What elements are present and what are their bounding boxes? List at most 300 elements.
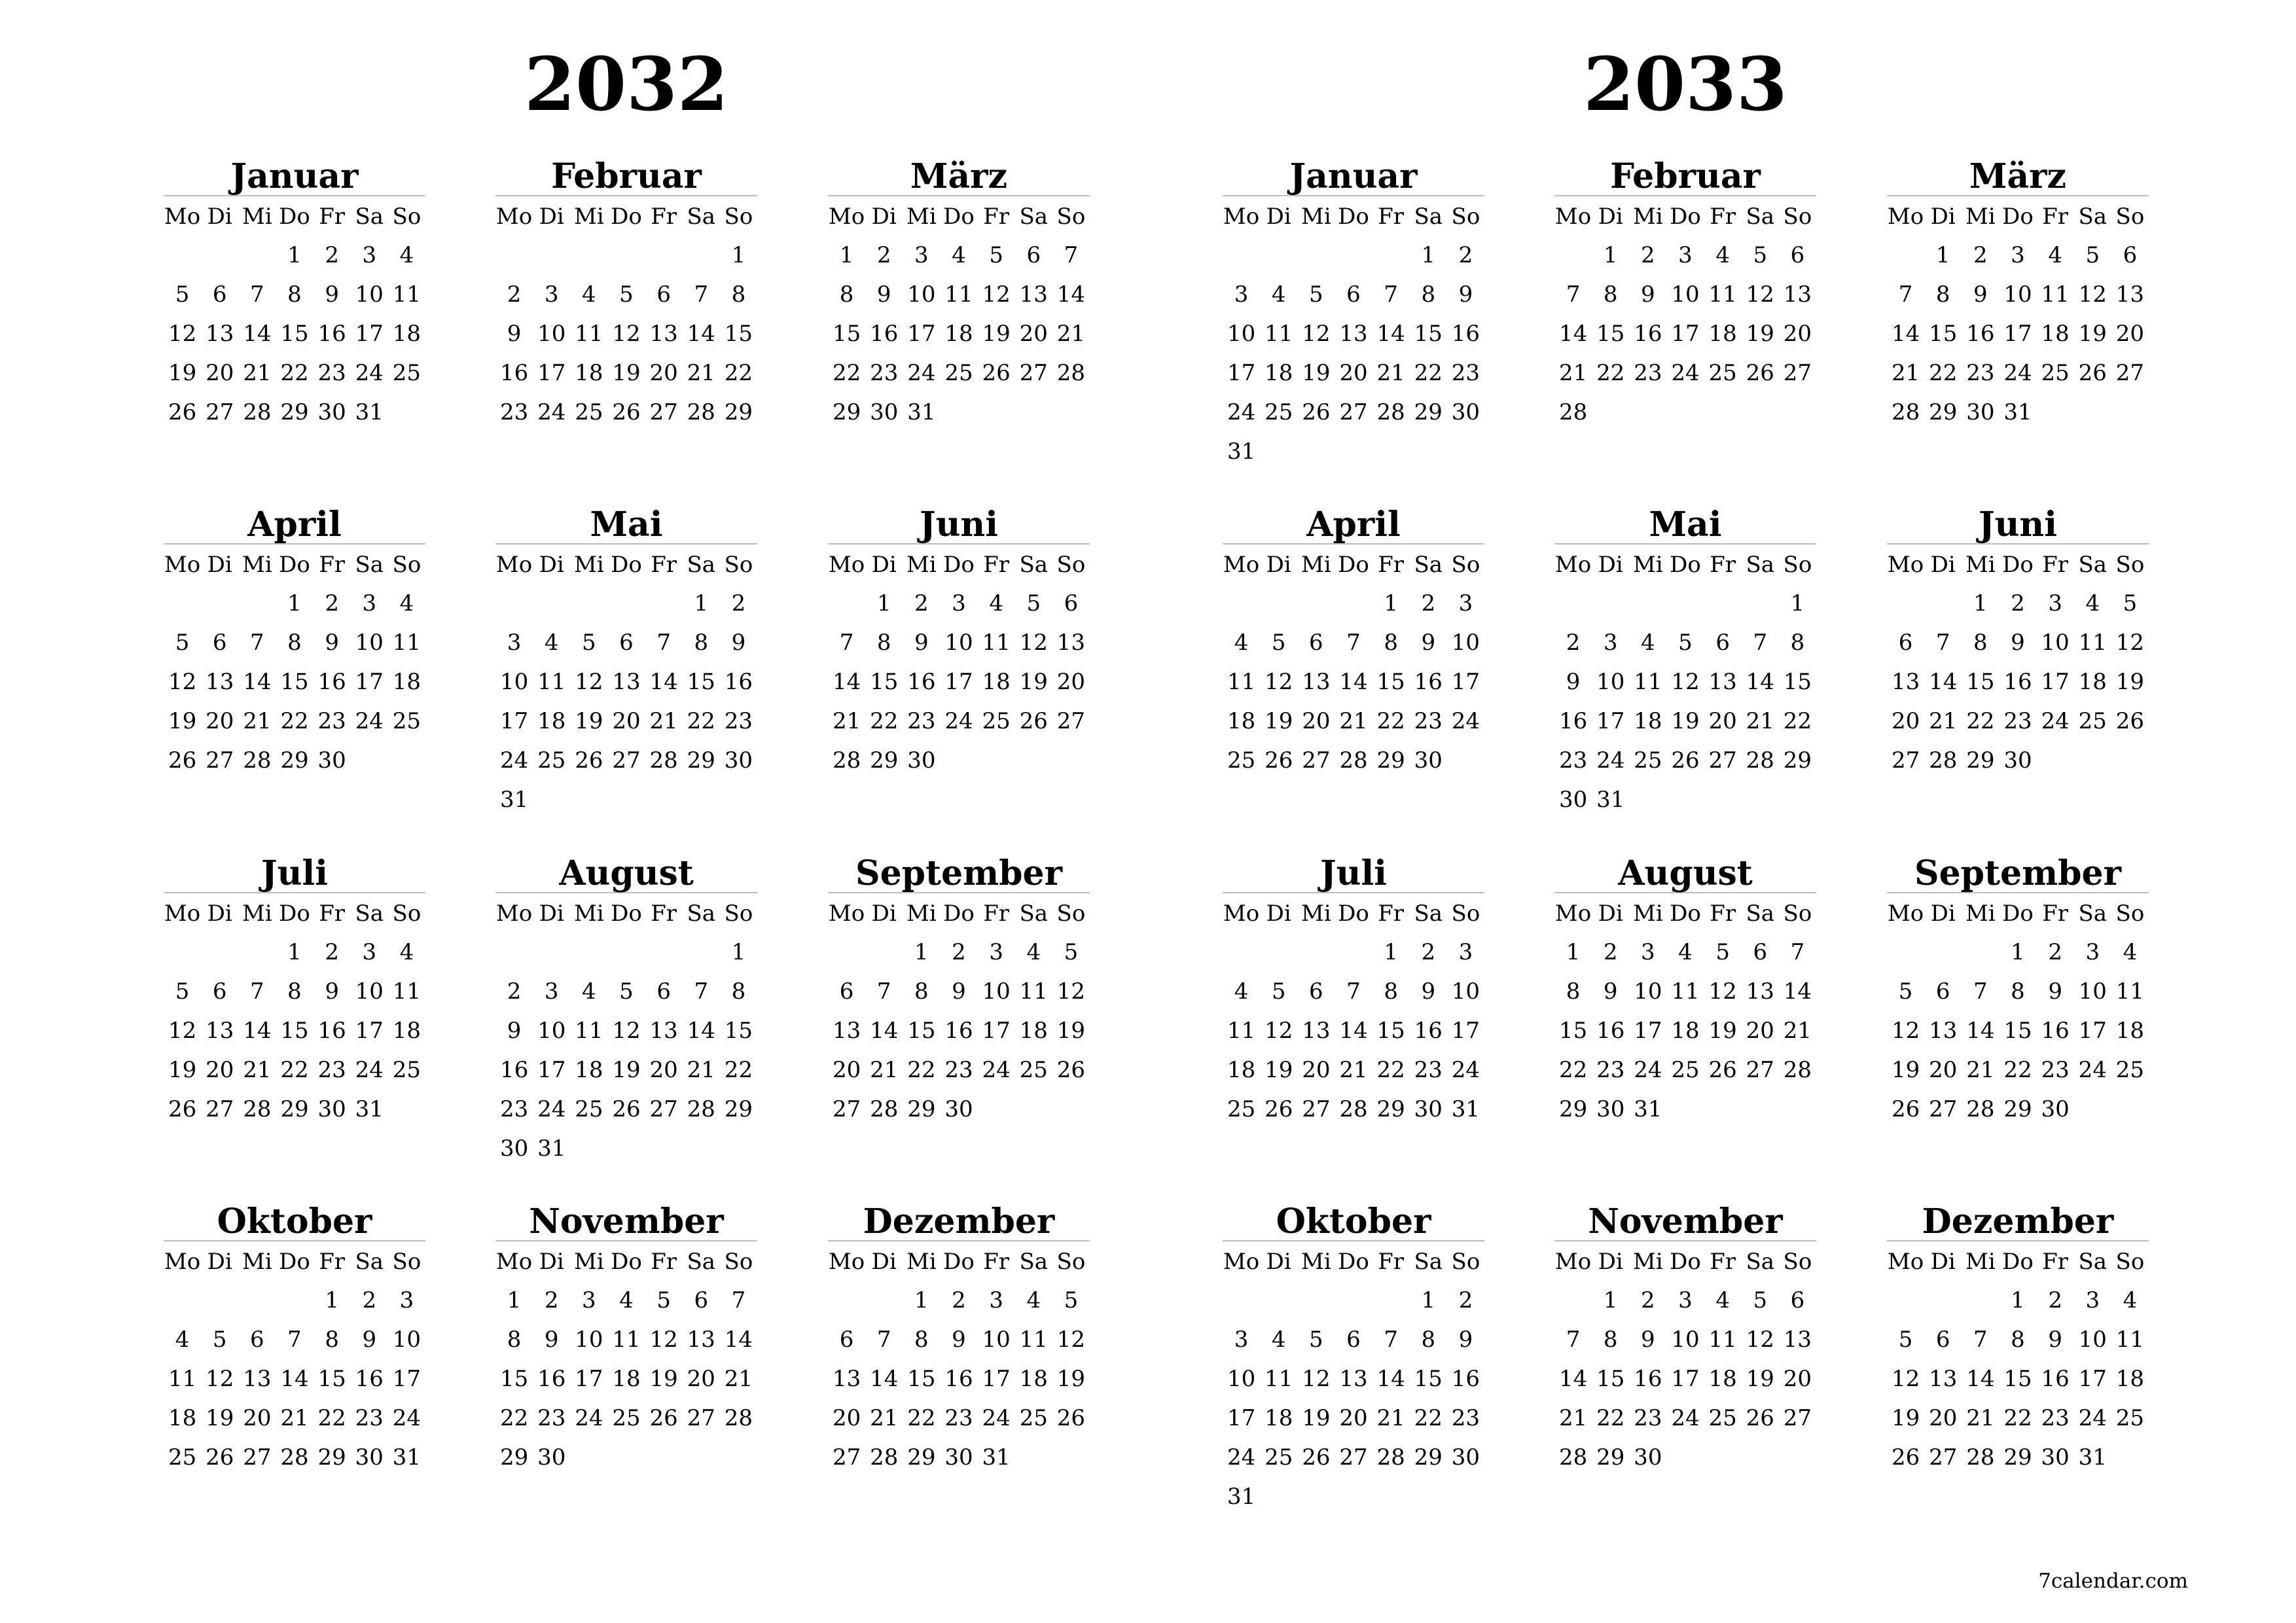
day-cell: 9: [2048, 1327, 2062, 1353]
day-cell: 31: [1227, 1484, 1256, 1510]
day-cell: 6: [1898, 630, 1913, 656]
day-cell: 23: [317, 1057, 346, 1083]
day-cell: 1: [287, 939, 302, 965]
day-cell: 1: [325, 1287, 339, 1313]
day-cell: 28: [1966, 1096, 1995, 1122]
day-cell: 21: [243, 708, 272, 734]
day-cell: 29: [1414, 1444, 1443, 1471]
day-cell: 25: [168, 1444, 197, 1471]
day-cell: 5: [582, 630, 596, 656]
day-cell: 4: [1234, 978, 1249, 1005]
weekday-label: Mi: [906, 552, 937, 578]
month-april: [164, 507, 425, 780]
day-cell: 20: [612, 708, 641, 734]
day-cell: 29: [280, 1096, 309, 1122]
day-cell: 28: [687, 1096, 715, 1122]
day-cell: 6: [656, 978, 671, 1005]
day-cell: 21: [1966, 1405, 1995, 1431]
day-cell: 12: [649, 1327, 678, 1353]
day-cell: 13: [832, 1018, 861, 1044]
day-cell: 6: [1309, 630, 1323, 656]
day-cell: 26: [168, 747, 197, 774]
day-cell: 27: [1929, 1096, 1958, 1122]
day-cell: 23: [499, 399, 529, 425]
day-cell: 27: [832, 1444, 861, 1471]
day-cell: 20: [1056, 669, 1086, 695]
day-cell: 3: [1678, 1287, 1693, 1313]
day-cell: 26: [649, 1405, 678, 1431]
day-grid: [164, 1281, 425, 1477]
day-cell: 16: [499, 360, 529, 386]
day-cell: 5: [1064, 939, 1079, 965]
day-cell: 25: [2115, 1405, 2145, 1431]
day-cell: 15: [1596, 1366, 1625, 1392]
day-cell: 28: [1929, 747, 1958, 774]
day-cell: 2: [507, 978, 522, 1005]
day-cell: 8: [2011, 978, 2025, 1005]
day-cell: 10: [1671, 281, 1700, 308]
day-cell: 13: [1339, 321, 1368, 347]
day-cell: 27: [2115, 360, 2145, 386]
day-cell: 18: [575, 360, 603, 386]
day-cell: 28: [1783, 1057, 1812, 1083]
day-cell: 15: [1596, 321, 1625, 347]
day-cell: 3: [1603, 630, 1618, 656]
weekday-label: So: [1451, 552, 1480, 578]
day-cell: 9: [1421, 978, 1436, 1005]
day-cell: 30: [537, 1444, 566, 1471]
day-cell: 18: [168, 1405, 197, 1431]
day-cell: 21: [687, 1057, 715, 1083]
day-cell: 17: [392, 1366, 422, 1392]
weekday-label: Mo: [1223, 1249, 1260, 1275]
day-cell: 15: [1783, 669, 1812, 695]
day-cell: 20: [1783, 1366, 1812, 1392]
day-cell: 10: [2003, 281, 2032, 308]
weekday-label: Mi: [1965, 1249, 1996, 1275]
day-cell: 6: [1715, 630, 1730, 656]
weekday-label: So: [1056, 552, 1086, 578]
day-cell: 27: [1891, 747, 1920, 774]
day-cell: 1: [876, 590, 891, 616]
day-cell: 24: [2078, 1057, 2107, 1083]
day-grid: [495, 584, 757, 819]
day-cell: 3: [989, 939, 1003, 965]
day-cell: 30: [2041, 1444, 2070, 1471]
day-cell: 16: [317, 669, 346, 695]
day-cell: 13: [649, 1018, 678, 1044]
day-cell: 4: [1715, 242, 1730, 268]
weekday-label: Sa: [687, 901, 716, 927]
day-cell: 24: [355, 1057, 384, 1083]
weekday-header: [1223, 546, 1484, 584]
day-cell: 26: [1265, 1096, 1293, 1122]
weekday-label: Mi: [574, 204, 604, 230]
month-juli: [164, 855, 425, 1129]
day-cell: 14: [687, 321, 715, 347]
day-cell: 27: [1339, 399, 1368, 425]
weekday-label: Mo: [828, 204, 865, 230]
weekday-label: Mo: [1887, 1249, 1924, 1275]
weekday-header: [828, 895, 1090, 933]
day-cell: 7: [731, 1287, 746, 1313]
weekday-label: So: [1451, 204, 1480, 230]
day-cell: 23: [944, 1405, 973, 1431]
day-cell: 4: [1678, 939, 1693, 965]
weekday-label: Do: [611, 552, 642, 578]
day-cell: 12: [575, 669, 603, 695]
weekday-label: Mo: [1223, 901, 1260, 927]
day-cell: 10: [2078, 978, 2107, 1005]
day-cell: 11: [2115, 978, 2145, 1005]
weekday-label: Mi: [906, 1249, 937, 1275]
day-cell: 30: [1966, 399, 1995, 425]
day-cell: 22: [499, 1405, 529, 1431]
weekday-label: Fr: [1710, 901, 1736, 927]
weekday-label: Sa: [2078, 204, 2108, 230]
day-cell: 22: [280, 360, 309, 386]
day-cell: 8: [1973, 630, 1988, 656]
weekday-label: Sa: [1746, 552, 1775, 578]
weekday-label: Mo: [1223, 552, 1260, 578]
day-cell: 3: [2011, 242, 2025, 268]
day-cell: 29: [870, 747, 899, 774]
day-cell: 26: [206, 1444, 234, 1471]
day-cell: 1: [1421, 1287, 1436, 1313]
day-cell: 18: [1708, 321, 1737, 347]
day-cell: 30: [1634, 1444, 1662, 1471]
day-cell: 4: [1234, 630, 1249, 656]
day-cell: 1: [1421, 242, 1436, 268]
day-cell: 14: [243, 321, 272, 347]
day-cell: 11: [168, 1366, 197, 1392]
day-cell: 4: [2123, 939, 2138, 965]
weekday-label: Mo: [828, 552, 865, 578]
weekday-label: Do: [279, 1249, 310, 1275]
day-cell: 17: [355, 1018, 384, 1044]
weekday-header: [1554, 546, 1816, 584]
day-cell: 26: [168, 399, 197, 425]
day-cell: 16: [1634, 1366, 1662, 1392]
day-cell: 6: [656, 281, 671, 308]
day-cell: 16: [317, 1018, 346, 1044]
day-cell: 6: [1346, 281, 1361, 308]
day-cell: 7: [1935, 630, 1950, 656]
day-cell: 17: [982, 1018, 1011, 1044]
day-cell: 10: [2078, 1327, 2107, 1353]
day-cell: 29: [1558, 1096, 1588, 1122]
day-cell: 7: [287, 1327, 302, 1353]
day-grid: [1223, 1281, 1484, 1516]
day-cell: 12: [612, 1018, 641, 1044]
weekday-label: Sa: [355, 552, 384, 578]
day-cell: 8: [1421, 281, 1436, 308]
day-cell: 6: [1935, 1327, 1950, 1353]
weekday-label: Di: [1598, 204, 1623, 230]
day-cell: 9: [2011, 630, 2025, 656]
weekday-label: Mi: [1301, 1249, 1331, 1275]
day-cell: 22: [1376, 708, 1405, 734]
day-cell: 16: [2041, 1018, 2070, 1044]
day-cell: 2: [1421, 590, 1436, 616]
weekday-label: So: [392, 204, 422, 230]
weekday-label: Di: [1930, 204, 1956, 230]
day-cell: 13: [1056, 630, 1086, 656]
weekday-label: Fr: [1710, 552, 1736, 578]
day-cell: 24: [2003, 360, 2032, 386]
weekday-label: Mo: [1554, 552, 1592, 578]
weekday-label: So: [392, 552, 422, 578]
weekday-label: Di: [1598, 552, 1623, 578]
day-cell: 15: [1376, 669, 1405, 695]
day-cell: 19: [1056, 1018, 1086, 1044]
day-cell: 8: [287, 630, 302, 656]
weekday-label: Do: [611, 1249, 642, 1275]
weekday-label: Fr: [2042, 552, 2069, 578]
day-cell: 7: [839, 630, 854, 656]
day-cell: 28: [1891, 399, 1920, 425]
day-cell: 25: [612, 1405, 641, 1431]
day-cell: 5: [1898, 978, 1913, 1005]
weekday-label: Di: [871, 1249, 897, 1275]
day-cell: 23: [870, 360, 899, 386]
day-cell: 28: [870, 1444, 899, 1471]
day-cell: 5: [1026, 590, 1041, 616]
day-cell: 1: [839, 242, 854, 268]
day-cell: 23: [317, 360, 346, 386]
day-cell: 20: [206, 1057, 234, 1083]
day-cell: 24: [1451, 1057, 1480, 1083]
day-cell: 9: [952, 1327, 966, 1353]
month-name: September: [828, 855, 1090, 893]
day-cell: 29: [499, 1444, 529, 1471]
day-cell: 9: [362, 1327, 377, 1353]
day-cell: 29: [280, 747, 309, 774]
month-dezember: [828, 1204, 1090, 1477]
weekday-header: [495, 546, 757, 584]
day-cell: 23: [907, 708, 936, 734]
day-cell: 27: [1929, 1444, 1958, 1471]
day-cell: 31: [499, 787, 529, 813]
day-cell: 24: [1634, 1057, 1662, 1083]
day-cell: 18: [2115, 1366, 2145, 1392]
day-cell: 17: [1451, 1018, 1480, 1044]
day-cell: 3: [399, 1287, 414, 1313]
day-cell: 29: [724, 1096, 753, 1122]
day-cell: 21: [1376, 360, 1405, 386]
weekday-label: So: [1056, 901, 1086, 927]
day-grid: [1554, 584, 1816, 819]
day-grid: [1554, 933, 1816, 1129]
weekday-header: [1887, 895, 2149, 933]
day-cell: 19: [1746, 1366, 1774, 1392]
day-cell: 16: [1634, 321, 1662, 347]
day-cell: 8: [1790, 630, 1805, 656]
day-cell: 3: [582, 1287, 596, 1313]
weekday-label: So: [1783, 901, 1812, 927]
day-cell: 28: [1558, 1444, 1588, 1471]
day-cell: 28: [1966, 1444, 1995, 1471]
weekday-label: So: [724, 552, 753, 578]
weekday-label: Fr: [1378, 1249, 1405, 1275]
day-cell: 5: [1271, 630, 1286, 656]
day-cell: 19: [206, 1405, 234, 1431]
weekday-label: Sa: [355, 901, 384, 927]
day-cell: 26: [1265, 747, 1293, 774]
day-cell: 18: [944, 321, 973, 347]
day-cell: 23: [1634, 1405, 1662, 1431]
weekday-header: [1554, 1243, 1816, 1281]
day-cell: 29: [1929, 399, 1958, 425]
day-cell: 1: [1973, 590, 1988, 616]
day-cell: 29: [1376, 747, 1405, 774]
day-cell: 24: [392, 1405, 422, 1431]
day-cell: 20: [1929, 1405, 1958, 1431]
day-cell: 4: [582, 978, 596, 1005]
day-grid: [828, 236, 1090, 432]
weekday-label: Di: [1598, 1249, 1623, 1275]
day-cell: 27: [1019, 360, 1048, 386]
month-juli: [1223, 855, 1484, 1129]
day-cell: 14: [243, 669, 272, 695]
weekday-label: Di: [207, 901, 232, 927]
day-cell: 3: [989, 1287, 1003, 1313]
day-cell: 4: [1026, 939, 1041, 965]
month-name: Februar: [495, 158, 757, 196]
day-cell: 12: [2115, 630, 2145, 656]
weekday-header: [1223, 198, 1484, 236]
day-cell: 2: [1641, 242, 1655, 268]
weekday-label: Mi: [1965, 204, 1996, 230]
day-cell: 7: [876, 978, 891, 1005]
day-cell: 20: [206, 360, 234, 386]
weekday-header: [1223, 1243, 1484, 1281]
day-cell: 9: [2048, 978, 2062, 1005]
day-cell: 22: [687, 708, 715, 734]
day-cell: 10: [355, 630, 384, 656]
weekday-label: So: [2115, 1249, 2145, 1275]
weekday-label: Fr: [651, 1249, 677, 1275]
day-cell: 30: [317, 747, 346, 774]
day-cell: 24: [944, 708, 973, 734]
month-name: Juli: [164, 855, 425, 893]
day-cell: 12: [168, 669, 197, 695]
day-cell: 1: [2011, 1287, 2025, 1313]
weekday-label: Di: [871, 204, 897, 230]
day-cell: 24: [499, 747, 529, 774]
day-cell: 29: [832, 399, 861, 425]
month-august: [1554, 855, 1816, 1129]
day-cell: 5: [212, 1327, 227, 1353]
day-cell: 31: [2003, 399, 2032, 425]
weekday-label: Sa: [355, 204, 384, 230]
day-cell: 8: [1603, 1327, 1618, 1353]
day-cell: 3: [362, 939, 377, 965]
day-cell: 18: [2115, 1018, 2145, 1044]
day-cell: 1: [914, 1287, 929, 1313]
day-cell: 5: [1271, 978, 1286, 1005]
weekday-label: Fr: [651, 204, 677, 230]
day-cell: 26: [1302, 1444, 1331, 1471]
weekday-label: Do: [943, 901, 975, 927]
day-cell: 12: [2078, 281, 2107, 308]
month-februar: [495, 158, 757, 432]
day-grid: [1554, 1281, 1816, 1477]
weekday-header: [828, 198, 1090, 236]
month-juni: [1887, 507, 2149, 780]
month-name: Januar: [164, 158, 425, 196]
day-cell: 17: [2041, 669, 2070, 695]
weekday-label: Di: [539, 204, 564, 230]
day-cell: 28: [1339, 747, 1368, 774]
day-cell: 19: [1746, 321, 1774, 347]
weekday-label: Fr: [1378, 204, 1405, 230]
day-cell: 21: [1558, 360, 1588, 386]
day-cell: 22: [832, 360, 861, 386]
day-cell: 27: [1056, 708, 1086, 734]
day-cell: 12: [168, 1018, 197, 1044]
day-cell: 6: [212, 281, 227, 308]
day-cell: 16: [724, 669, 753, 695]
weekday-label: Mo: [1223, 204, 1260, 230]
day-cell: 17: [1227, 360, 1256, 386]
day-cell: 5: [619, 281, 634, 308]
day-cell: 6: [1753, 939, 1768, 965]
day-cell: 2: [1421, 939, 1436, 965]
day-cell: 4: [399, 242, 414, 268]
day-cell: 28: [243, 1096, 272, 1122]
day-cell: 3: [362, 242, 377, 268]
day-cell: 21: [649, 708, 678, 734]
day-cell: 5: [619, 978, 634, 1005]
month-juni: [828, 507, 1090, 780]
day-cell: 29: [724, 399, 753, 425]
day-cell: 22: [907, 1057, 936, 1083]
day-cell: 4: [1271, 1327, 1286, 1353]
day-cell: 25: [1265, 1444, 1293, 1471]
day-cell: 29: [1376, 1096, 1405, 1122]
day-cell: 10: [575, 1327, 603, 1353]
day-cell: 13: [1929, 1366, 1958, 1392]
day-cell: 19: [575, 708, 603, 734]
month-name: April: [164, 507, 425, 544]
weekday-label: Mo: [1887, 204, 1924, 230]
weekday-label: Di: [1266, 552, 1291, 578]
day-cell: 11: [1708, 281, 1737, 308]
day-cell: 24: [1227, 399, 1256, 425]
day-cell: 3: [1458, 590, 1473, 616]
day-cell: 10: [907, 281, 936, 308]
day-cell: 24: [2041, 708, 2070, 734]
weekday-label: Mo: [828, 1249, 865, 1275]
day-cell: 3: [1234, 281, 1249, 308]
day-cell: 14: [870, 1366, 899, 1392]
day-cell: 22: [2003, 1405, 2032, 1431]
day-cell: 12: [1265, 669, 1293, 695]
day-cell: 9: [507, 321, 522, 347]
day-cell: 12: [1265, 1018, 1293, 1044]
day-cell: 1: [731, 939, 746, 965]
weekday-header: [1554, 895, 1816, 933]
month-oktober: [164, 1204, 425, 1477]
day-cell: 23: [1966, 360, 1995, 386]
day-cell: 15: [724, 1018, 753, 1044]
day-cell: 2: [362, 1287, 377, 1313]
day-cell: 11: [1019, 978, 1048, 1005]
day-cell: 9: [325, 978, 339, 1005]
day-grid: [1887, 1281, 2149, 1477]
day-cell: 22: [317, 1405, 346, 1431]
